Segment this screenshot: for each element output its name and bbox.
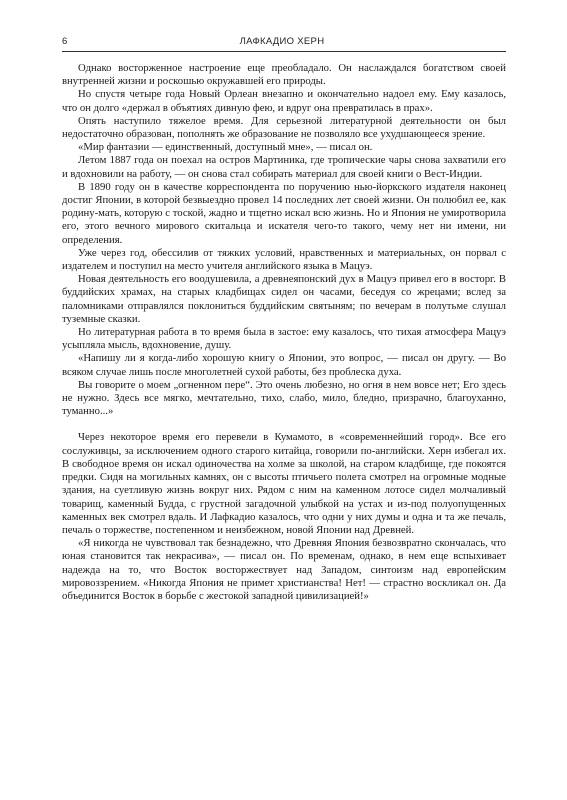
paragraph: «Напишу ли я когда-либо хорошую книгу о Японии, это вопрос, — писал он другу. — Во всяком случае лишь после многолетней сухой работы, без проблеска духа. (62, 352, 506, 378)
header-rule (62, 51, 506, 52)
paragraph: Новая деятельность его воодушевила, а древнеяпонский дух в Мацуэ привел его в восторг. В буддийских храмах, на старых кладбищах сидел он часами, беседуя со жрецами; вслед за паломниками отправлялся поклониться буддийским святыням; по вечерам в полутьме слушал туземные сказки. (62, 273, 506, 325)
paragraph: «Я никогда не чувствовал так безнадежно, что Древняя Япония безвозвратно скончалась, что юная становится так некрасива», — писал он. По временам, однако, в нем еще вспыхивает надежда на то, что Восток восторжествует над Западом, синтоизм над европейским мировоззрением. «Никогда Япония не примет христианства! Нет! — страстно воскликал он. Да объединится Восток в борьбе с жестокой западной цивилизацией!» (62, 537, 506, 602)
body-text (62, 62, 506, 603)
paragraph: В 1890 году он в качестве корреспондента по поручению нью-йоркского издателя наконец достиг Японии, в которой безвыездно провел 14 последних лет своей жизни. Он полюбил ее, как родину-мать, которую с тоской, жадно и тщетно искал всю жизнь. Но и Япония не умиротворила его, этого вечного мирового скитальца и искателя чего-то такого, чему нет ни имени, ни определения. (62, 180, 506, 246)
paragraph: Но спустя четыре года Новый Орлеан внезапно и окончательно надоел ему. Ему казалось, что он долго «держал в объятиях дивную фею, и вдруг она превратилась в прах». (62, 88, 506, 114)
paragraph: Уже через год, обессилив от тяжких условий, нравственных и материальных, он порвал с издателем и поступил на место учителя английского языка в Мацуэ. (62, 246, 506, 273)
paragraph: Вы говорите о моем „огненном пере“. Это очень любезно, но огня в нем вовсе нет; Его здесь не нужно. Здесь все мягко, мечтательно, тихо, слабо, мило, бледно, призрачно, благоуханно, туманно...» (62, 378, 506, 418)
paragraph: Летом 1887 года он поехал на остров Мартиника, где тропические чары снова захватили его и вдохновили на работу, — он снова стал собирать материал для своей книги о Вест-Индии. (62, 154, 506, 180)
paragraph: Опять наступило тяжелое время. Для серьезной литературной деятельности он был недостаточно образован, пополнять же образование не позволяло все ухудшающееся зрение. (62, 114, 506, 141)
page-number: 6 (62, 36, 68, 47)
paragraph: Через некоторое время его перевели в Кумамото, в «современнейший город». Все его сослуживцы, за исключением одного старого китайца, говорили по-английски. Херн избегал их. В свободное время он искал одиночества на холме за школой, на старом кладбище, где покоятся предки. Сидя на могильных камнях, он с высоты птичьего полета смотрел на огромные модные здания, на суетливую жизнь вокруг них. Рядом с ним на каменном лотосе сидел молчаливый товарищ, каменный Будда, с грустной загадочной улыбкой на устах и из-под полуопущенных каменных век смотрел вдаль. И Лафкадио казалось, что одни у них думы и одна и та же печаль, печаль о торжестве, постепенном и неизбежном, новой Японии над Древней. (62, 431, 506, 536)
paragraph: Однако восторженное настроение еще преобладало. Он наслаждался богатством своей внутренней жизни и роскошью окружавшей его природы. (62, 62, 506, 88)
running-header (62, 36, 502, 50)
running-title: ЛАФКАДИО ХЕРН (239, 36, 325, 47)
paragraph: Но литературная работа в то время была в застое: ему казалось, что тихая атмосфера Мацуэ усыпляла мысль, вдохновение, душу. (62, 326, 506, 352)
paragraph: «Мир фантазии — единственный, доступный мне», — писал он. (78, 141, 373, 154)
